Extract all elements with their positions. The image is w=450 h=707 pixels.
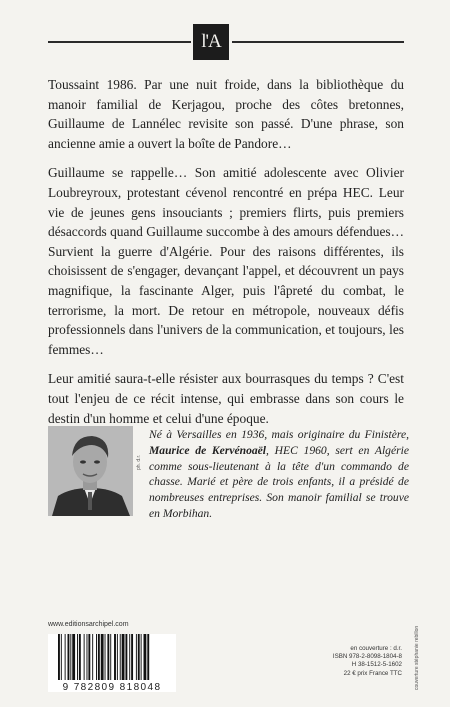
barcode-bar [98,634,100,680]
author-name: Maurice de Kervénoaël [149,443,267,457]
synopsis [48,75,404,438]
isbn-block [312,645,402,678]
barcode-bar [136,634,137,680]
barcode-bar [77,634,78,680]
barcode-bar [138,634,140,680]
synopsis-paragraph-2: Guillaume se rappelle… Son amitié adolescente avec Olivier Loubreyroux, protestant cévenol rencontré en prépa HEC. Leur vie de jeunes gens insouciants ; premiers flirts, puis premiers désaccords quand Guillaume succombe à des amours défendues… Survient la guerre d'Algérie. Pour des raisons différentes, ils choisissent de s'engager, devançant l'appel, et découvrent un pays magnifique, la fascinante Alger, puis l'âpreté du combat, le terrorisme, la mort. De retour en métropole, nouveaux défis professionnels dans l'univers de la communication, et toujours, les femmes… [48,165,404,357]
barcode-bar [114,634,116,680]
barcode-bar [65,634,66,680]
barcode-bar [58,634,60,680]
barcode-bar [101,634,104,680]
publisher-logo: l'A [193,24,229,60]
barcode-bar [144,634,147,680]
synopsis-paragraph-1: Toussaint 1986. Par une nuit froide, dans la bibliothèque du manoir familial de Kerjagou, proche des côtes bretonnes, Guillaume de Lannélec revisite son passé. D'une phrase, son ancienne amie a ouvert la boîte de Pandore… [48,77,404,151]
barcode-bar [131,634,133,680]
barcode-bar [117,634,118,680]
barcode-bar [68,634,70,680]
barcode-bar [96,634,97,680]
barcode-digits: 9 782809 818048 [62,682,162,693]
barcode-bar [107,634,109,680]
barcode-bar [87,634,88,680]
barcode-bar [70,634,71,680]
header-rule-right [232,41,404,43]
barcode [48,634,176,692]
barcode-bar [88,634,90,680]
barcode-bar [72,634,75,680]
barcode-bar [125,634,127,680]
barcode-bar [147,634,149,680]
synopsis-paragraph-3: Leur amitié saura-t-elle résister aux bourrasques du temps ? C'est tout l'enjeu de ce récit intense, qui embrasse dans son cours le destin d'un homme et celui d'une époque. [48,371,404,426]
photo-credit: ph. d.r. [136,454,142,470]
author-bio-rest: , HEC 1960, sert en Algérie comme sous-lieutenant à la tête d'un commando de chasse. Marié et père de trois enfants, il a présidé de nombreuses entreprises. Son manoir familial se trouve en Morbihan. [149,443,409,520]
internal-code: H 38-1512-5-1602 [351,661,402,669]
isbn-number: ISBN 978-2-8098-1804-8 [332,653,402,661]
barcode-bar [92,634,93,680]
publisher-website[interactable]: www.editionsarchipel.com [48,621,129,628]
author-bio-intro: Né à Versailles en 1936, mais originaire du Finistère, [149,428,409,441]
barcode-bar [122,634,125,680]
author-bio [149,427,409,522]
header-rule-left [48,41,191,43]
barcode-bars [58,634,166,680]
barcode-bar [105,634,106,680]
author-portrait-icon [48,426,133,516]
author-photo [48,426,133,516]
cover-credit-label: en couverture : d.r. [350,645,402,652]
barcode-bar [61,634,62,680]
barcode-bar [120,634,121,680]
barcode-bar [79,634,81,680]
barcode-bar [110,634,111,680]
barcode-bar [84,634,85,680]
price: 22 € prix France TTC [343,669,402,677]
barcode-bar [129,634,130,680]
barcode-bar [141,634,142,680]
cover-design-credit: couverture stéphanie rebillon [414,625,420,690]
